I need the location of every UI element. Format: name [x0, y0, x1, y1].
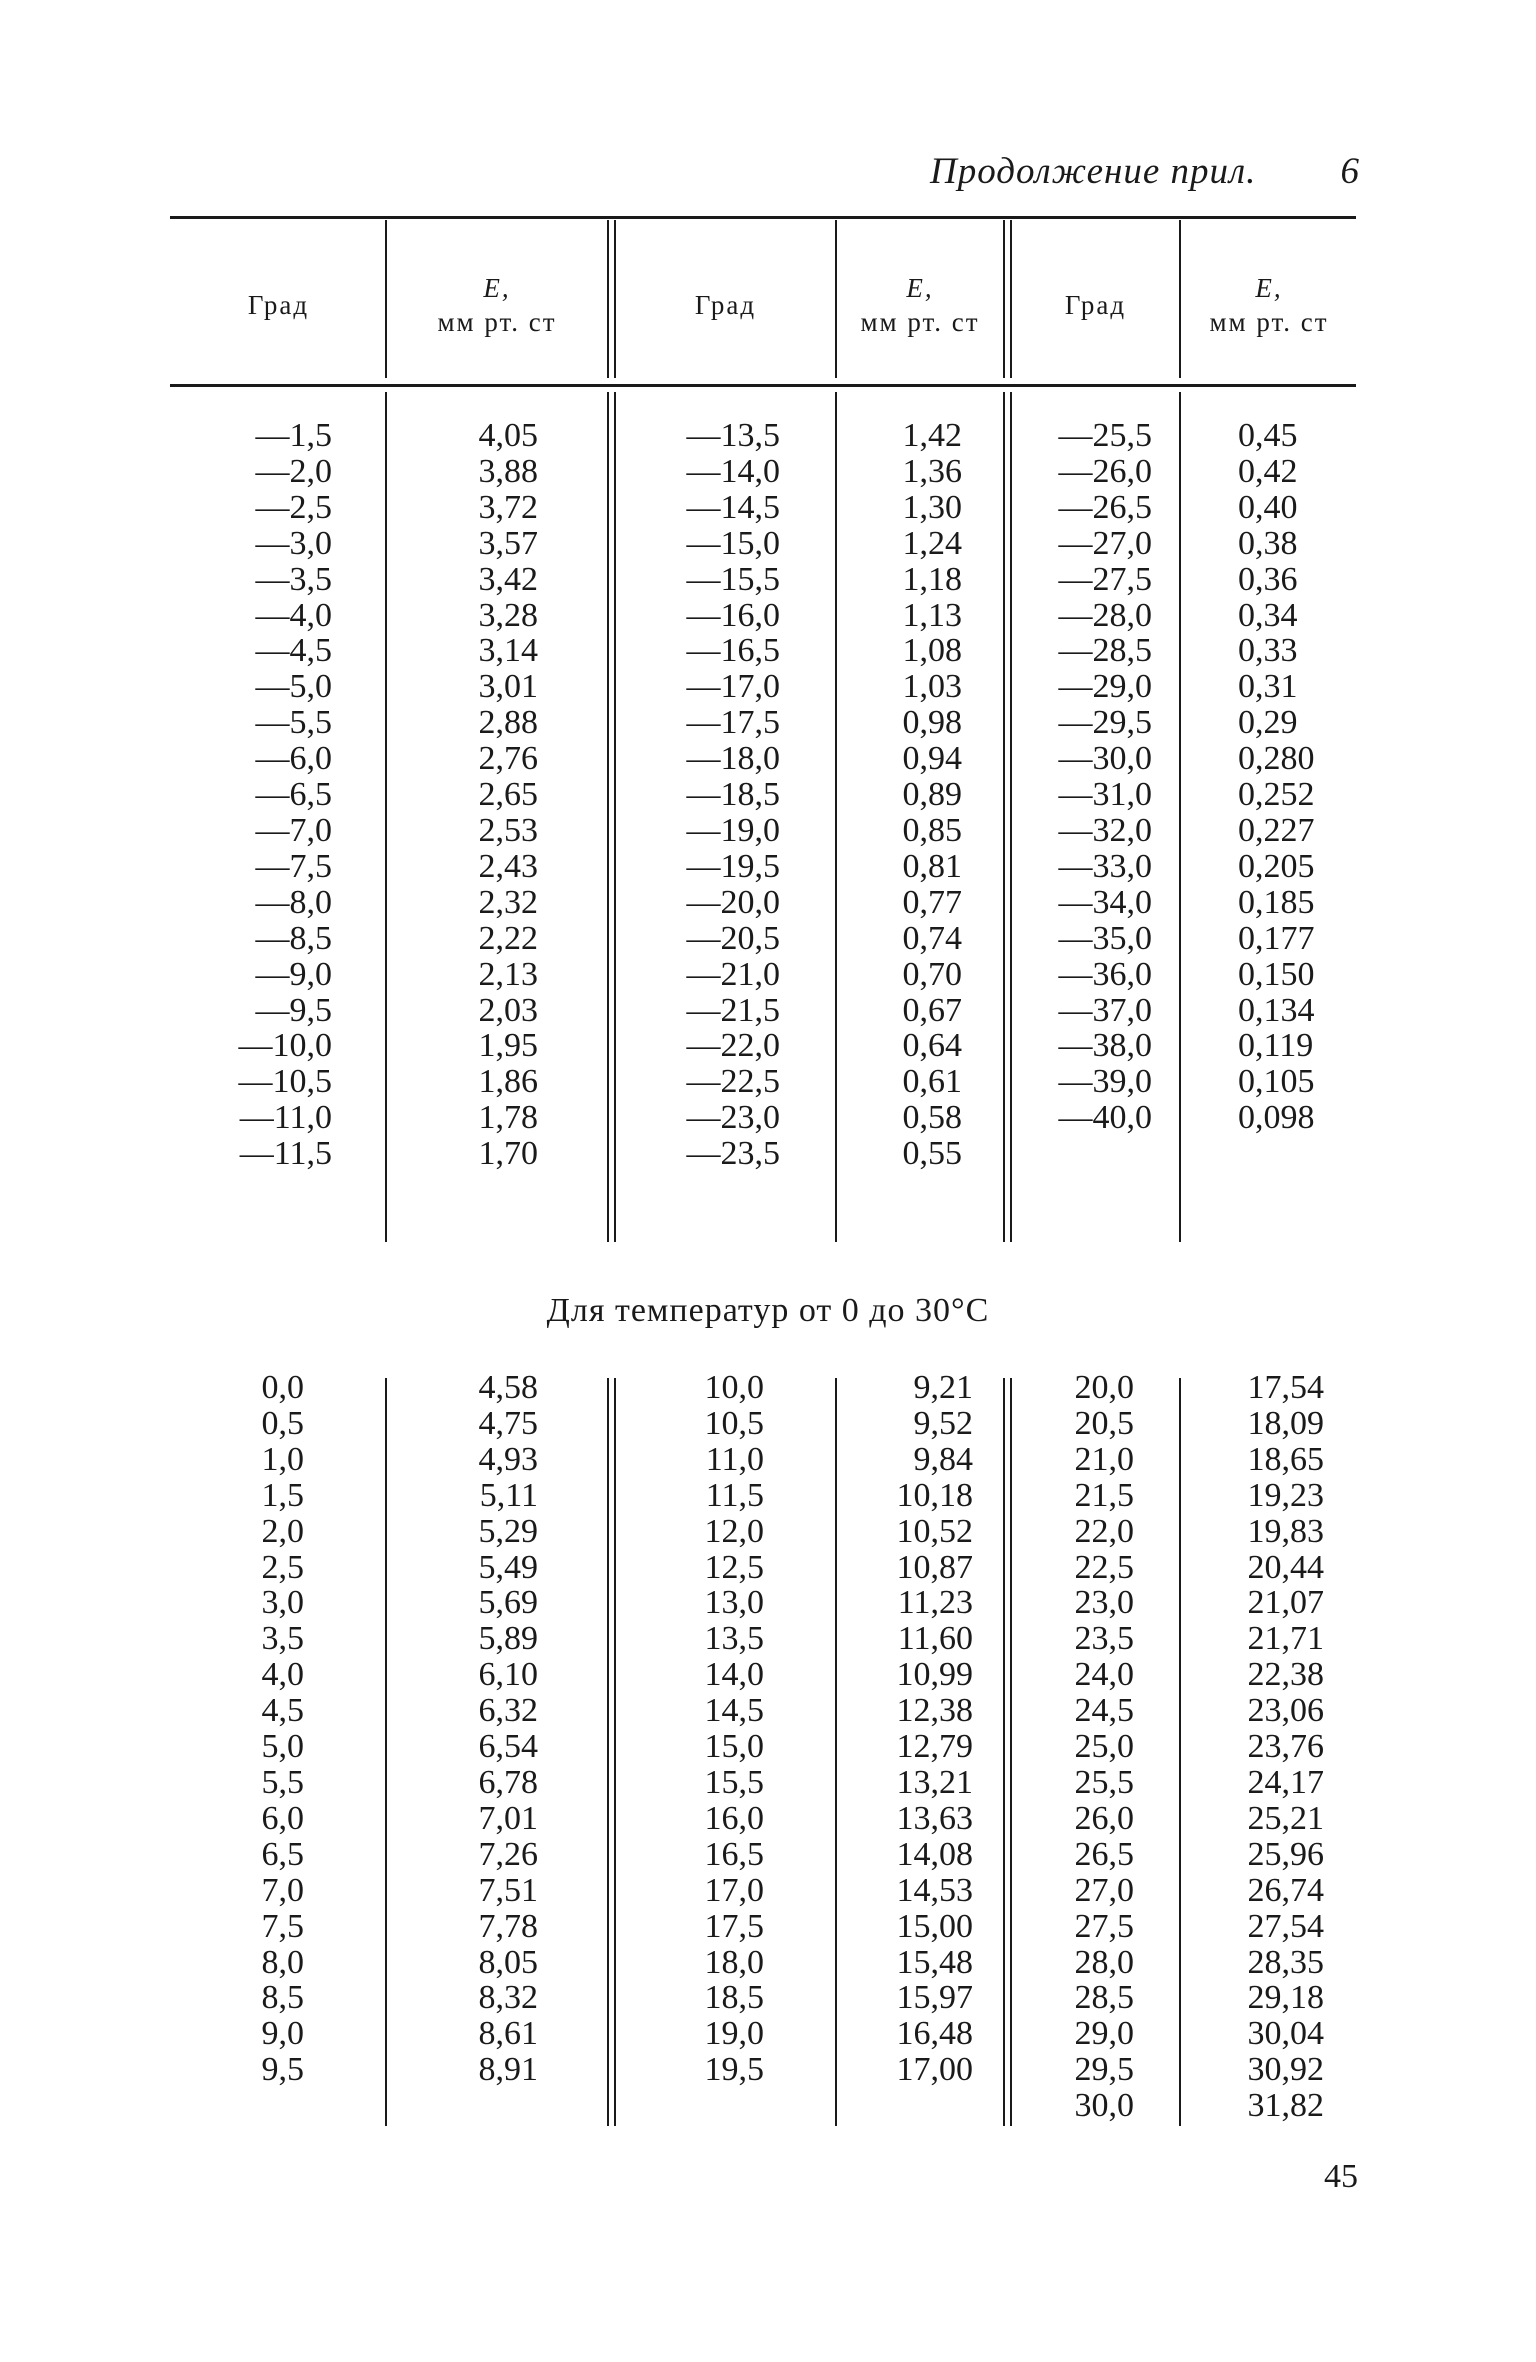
section-caption: Для температур от 0 до 30°С — [546, 1292, 990, 1329]
column-divider — [835, 392, 837, 1242]
pos-e-column-2: 9,21 9,52 9,84 10,18 10,52 10,87 11,23 11,60 10,99 12,38 12,79 13,21 13,63 14,08 14,53 15,00 15,48 15,97 16,48 17,00 — [896, 1369, 973, 2089]
running-head — [930, 150, 1360, 193]
header-e-unit: мм рт. ст — [437, 307, 557, 337]
neg-grad-column-3: —25,5 —26,0 —26,5 —27,0 —27,5 —28,0 —28,5 —29,0 —29,5 —30,0 —31,0 —32,0 —33,0 —34,0 —35,0 —36,0 —37,0 —38,0 —39,0 —40,0 — [1058, 417, 1152, 1137]
column-group-divider — [607, 220, 616, 378]
header-e-symbol: E, — [906, 273, 934, 304]
header-e-symbol: E, — [1255, 273, 1283, 304]
pos-grad-column-3: 20,0 20,5 21,0 21,5 22,0 22,5 23,0 23,5 24,0 24,5 25,0 25,5 26,0 26,5 27,0 27,5 28,0 28,5 29,0 29,5 30,0 — [1074, 1369, 1134, 2125]
neg-grad-column-1: —1,5 —2,0 —2,5 —3,0 —3,5 —4,0 —4,5 —5,0 —5,5 —6,0 —6,5 —7,0 —7,5 —8,0 —8,5 —9,0 —9,5 —10,0 —10,5 —11,0 —11,5 — [238, 417, 332, 1173]
column-divider — [1179, 392, 1181, 1242]
header-e-unit: мм рт. ст — [860, 307, 980, 337]
pos-e-column-1: 4,58 4,75 4,93 5,11 5,29 5,49 5,69 5,89 6,10 6,32 6,54 6,78 7,01 7,26 7,51 7,78 8,05 8,32 8,61 8,91 — [478, 1369, 538, 2089]
header-e-symbol: E, — [483, 273, 511, 304]
header-e-unit: мм рт. ст — [1209, 307, 1329, 337]
page-number: 45 — [1324, 2158, 1358, 2195]
pos-e-column-3: 17,54 18,09 18,65 19,23 19,83 20,44 21,07 21,71 22,38 23,06 23,76 24,17 25,21 25,96 26,74 27,54 28,35 29,18 30,04 30,92 31,82 — [1247, 1369, 1324, 2125]
header-e-2 — [837, 226, 1003, 386]
column-group-divider — [1003, 220, 1012, 378]
column-divider — [835, 1378, 837, 2126]
pos-grad-column-1: 0,0 0,5 1,0 1,5 2,0 2,5 3,0 3,5 4,0 4,5 5,0 5,5 6,0 6,5 7,0 7,5 8,0 8,5 9,0 9,5 — [261, 1369, 304, 2089]
header-grad-2: Град — [694, 290, 757, 321]
neg-grad-column-2: —13,5 —14,0 —14,5 —15,0 —15,5 —16,0 —16,5 —17,0 —17,5 —18,0 —18,5 —19,0 —19,5 —20,0 —20,5 —21,0 —21,5 —22,0 —22,5 —23,0 —23,5 — [686, 417, 780, 1173]
header-e-1 — [387, 226, 607, 386]
running-title: Продолжение прил. — [930, 151, 1257, 192]
column-divider — [385, 1378, 387, 2126]
pos-grad-column-2: 10,0 10,5 11,0 11,5 12,0 12,5 13,0 13,5 14,0 14,5 15,0 15,5 16,0 16,5 17,0 17,5 18,0 18,5 19,0 19,5 — [704, 1369, 764, 2089]
column-divider — [1179, 1378, 1181, 2126]
column-group-divider — [1003, 1378, 1012, 2126]
appendix-number: 6 — [1340, 151, 1360, 192]
header-grad-3: Град — [1064, 290, 1127, 321]
header-grad-1: Град — [247, 290, 310, 321]
table-top-rule — [170, 216, 1356, 219]
neg-e-column-3: 0,45 0,42 0,40 0,38 0,36 0,34 0,33 0,31 0,29 0,280 0,252 0,227 0,205 0,185 0,177 0,150 0,134 0,119 0,105 0,098 — [1238, 417, 1315, 1137]
neg-e-column-1: 4,05 3,88 3,72 3,57 3,42 3,28 3,14 3,01 2,88 2,76 2,65 2,53 2,43 2,32 2,22 2,13 2,03 1,95 1,86 1,78 1,70 — [478, 417, 538, 1173]
header-e-3 — [1181, 226, 1357, 386]
column-divider — [385, 392, 387, 1242]
column-group-divider — [607, 392, 616, 1242]
column-group-divider — [607, 1378, 616, 2126]
column-group-divider — [1003, 392, 1012, 1242]
neg-e-column-2: 1,42 1,36 1,30 1,24 1,18 1,13 1,08 1,03 0,98 0,94 0,89 0,85 0,81 0,77 0,74 0,70 0,67 0,64 0,61 0,58 0,55 — [902, 417, 962, 1173]
